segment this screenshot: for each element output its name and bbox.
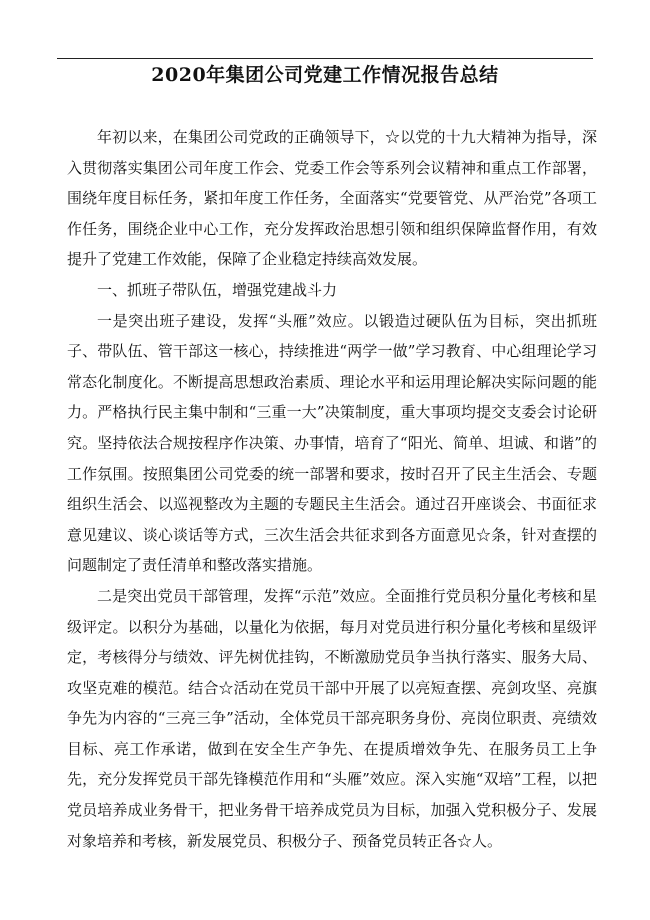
header-rule — [57, 58, 593, 59]
body-paragraph-team-building: 一是突出班子建设，发挥“头雁”效应。以锻造过硬队伍为目标，突出抓班子、带队伍、管干部这一核心，持续推进“两学一做”学习教育、中心组理论学习常态化制度化。不断提高思想政治素质、理论水平和运用理论解决实际问题的能力。严格执行民主集中制和“三重一大”决策制度，重大事项均提交支委会讨论研究。坚持依法合规按程序作决策、办事情，培育了“阳光、简单、坦诚、和谐”的工作氛围。按照集团公司党委的统一部署和要求，按时召开了民主生活会、专题组织生活会、以巡视整改为主题的专题民主生活会。通过召开座谈会、书面征求意见建议、谈心谈话等方式，三次生活会共征求到各方面意见☆条，针对查摆的问题制定了责任清单和整改落实措施。 — [67, 311, 597, 575]
section-heading: 一、抓班子带队伍，增强党建战斗力 — [97, 280, 338, 299]
body-paragraph-member-management: 二是突出党员干部管理，发挥“示范”效应。全面推行党员积分量化考核和星级评定。以积分为基础，以量化为依据，每月对党员进行积分量化考核和星级评定，考核得分与绩效、评先树优挂钩，不断激励党员争当执行落实、服务大局、攻坚克难的模范。结合☆活动在党员干部中开展了以亮短查摆、亮剑攻坚、亮旗争先为内容的“三亮三争”活动，全体党员干部亮职务身份、亮岗位职责、亮绩效目标、亮工作承诺，做到在安全生产争先、在提质增效争先、在服务员工上争先，充分发挥党员干部先锋模范作用和“头雁”效应。深入实施“双培”工程，以把党员培养成业务骨干，把业务骨干培养成党员为目标，加强入党积极分子、发展对象培养和考核，新发展党员、积极分子、预备党员转正各☆人。 — [67, 586, 597, 850]
intro-paragraph: 年初以来，在集团公司党政的正确领导下，☆以党的十九大精神为指导，深入贯彻落实集团公司年度工作会、党委工作会等系列会议精神和重点工作部署，围绕年度目标任务，紧扣年度工作任务，全面落实“党要管党、从严治党”各项工作任务，围绕企业中心工作，充分发挥政治思想引领和组织保障监督作用，有效提升了党建工作效能，保障了企业稳定持续高效发展。 — [67, 128, 597, 269]
document-title: 2020年集团公司党建工作情况报告总结 — [151, 64, 499, 86]
document-body — [67, 122, 597, 856]
